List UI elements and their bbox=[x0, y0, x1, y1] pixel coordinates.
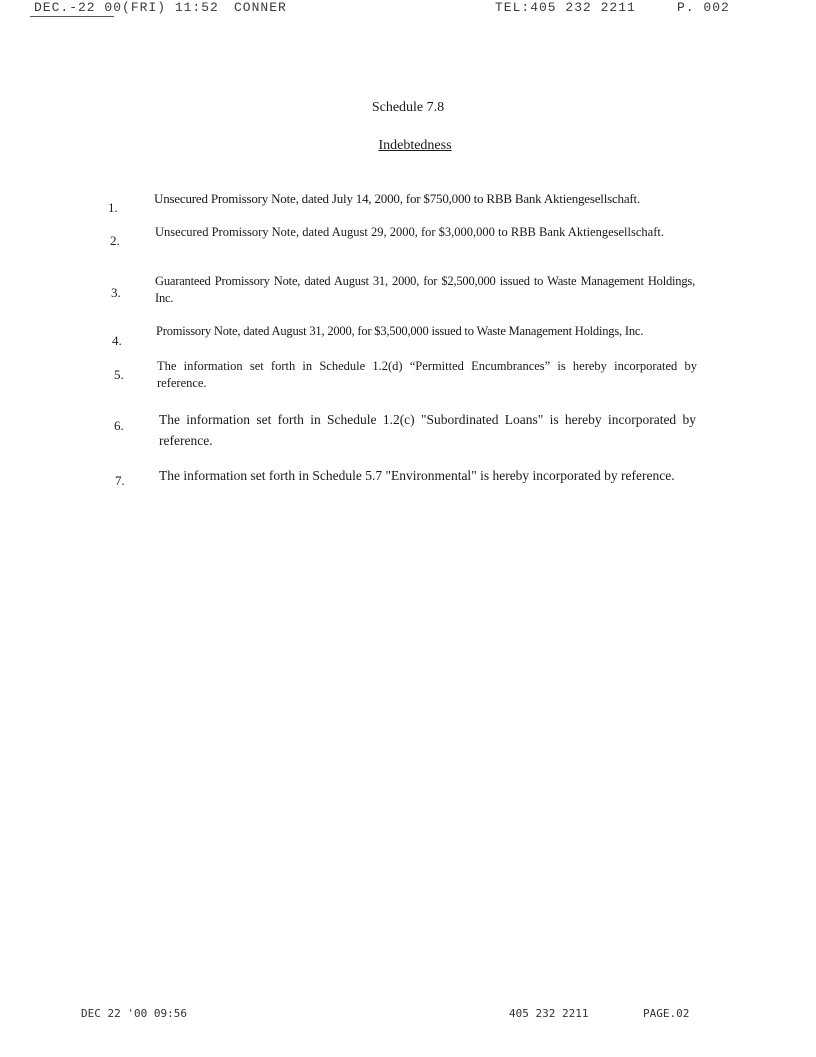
fax-footer-tel: 405 232 2211 bbox=[509, 1007, 589, 1020]
item-text: Unsecured Promissory Note, dated July 14, 2000, for $750,000 to RBB Bank Aktiengesellschaft. bbox=[154, 191, 641, 206]
document-subtitle-wrap bbox=[0, 138, 816, 154]
item-text: The information set forth in Schedule 5.7 "Environmental" is hereby incorporated by reference. bbox=[159, 468, 675, 483]
fax-header-sender: CONNER bbox=[234, 0, 287, 15]
item-number: 7. bbox=[115, 473, 125, 488]
fax-header-datetime: DEC.-22 00(FRI) 11:52 bbox=[34, 0, 219, 15]
item-number: 6. bbox=[114, 418, 124, 433]
fax-footer-page: PAGE.02 bbox=[643, 1007, 690, 1020]
item-text: Promissory Note, dated August 31, 2000, for $3,500,000 issued to Waste Management Holdings, Inc. bbox=[156, 324, 644, 338]
item-number: 1. bbox=[108, 200, 118, 215]
fax-header-rule bbox=[30, 16, 114, 17]
item-number: 3. bbox=[111, 285, 121, 300]
item-number: 2. bbox=[110, 233, 120, 248]
fax-footer-datetime: DEC 22 '00 09:56 bbox=[81, 1007, 187, 1020]
item-text: Guaranteed Promissory Note, dated August 31, 2000, for $2,500,000 issued to Waste Management Holdings, Inc. bbox=[155, 274, 695, 305]
item-number: 5. bbox=[114, 367, 124, 382]
item-number: 4. bbox=[112, 333, 122, 348]
fax-header bbox=[0, 0, 816, 22]
document-title: Schedule 7.8 bbox=[371, 100, 445, 115]
document-subtitle: Indebtedness bbox=[378, 138, 452, 153]
item-text: Unsecured Promissory Note, dated August 29, 2000, for $3,000,000 to RBB Bank Aktiengesellschaft. bbox=[155, 225, 664, 239]
item-text: The information set forth in Schedule 1.2(d) “Permitted Encumbrances” is hereby incorporated by reference. bbox=[157, 359, 697, 390]
fax-header-page: P. 002 bbox=[677, 0, 730, 15]
fax-footer bbox=[0, 1007, 816, 1027]
item-text: The information set forth in Schedule 1.2(c) "Subordinated Loans" is hereby incorporated by reference. bbox=[159, 412, 696, 448]
fax-header-tel: TEL:405 232 2211 bbox=[495, 0, 636, 15]
